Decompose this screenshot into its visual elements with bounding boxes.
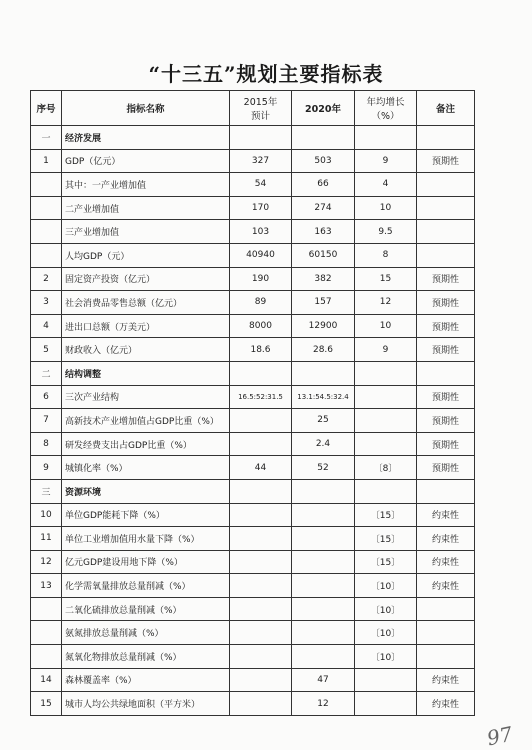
indicator-name: 氨氮排放总量削减（%） — [62, 621, 230, 645]
indicator-table — [30, 90, 475, 716]
value-2020 — [292, 527, 355, 551]
value-2015 — [230, 503, 292, 527]
note-cell — [417, 243, 475, 267]
value-2015: 18.6 — [230, 338, 292, 362]
value-2020 — [292, 574, 355, 598]
row-number — [31, 597, 62, 621]
annual-growth: 〔15〕 — [355, 527, 417, 551]
table-row — [31, 220, 475, 244]
value-2015 — [230, 692, 292, 716]
table-row — [31, 574, 475, 598]
table-header-row — [31, 91, 475, 126]
header-name: 指标名称 — [62, 91, 230, 126]
indicator-name: 二产业增加值 — [62, 196, 230, 220]
annual-growth: 〔10〕 — [355, 621, 417, 645]
annual-growth: 9 — [355, 149, 417, 173]
value-2020 — [292, 645, 355, 669]
row-number: 15 — [31, 692, 62, 716]
note-cell — [417, 645, 475, 669]
annual-growth: 10 — [355, 314, 417, 338]
note-cell — [417, 173, 475, 197]
indicator-name: 森林覆盖率（%） — [62, 668, 230, 692]
value-2015 — [230, 527, 292, 551]
indicator-name: 化学需氧量排放总量削减（%） — [62, 574, 230, 598]
value-2015 — [230, 126, 292, 150]
annual-growth — [355, 668, 417, 692]
value-2015 — [230, 645, 292, 669]
table-row — [31, 527, 475, 551]
row-number: 4 — [31, 314, 62, 338]
annual-growth — [355, 692, 417, 716]
value-2015 — [230, 432, 292, 456]
note-cell — [417, 597, 475, 621]
row-number — [31, 621, 62, 645]
indicator-name: 单位工业增加值用水量下降（%） — [62, 527, 230, 551]
annual-growth — [355, 126, 417, 150]
note-cell: 约束性 — [417, 527, 475, 551]
indicator-name: 进出口总额（万美元） — [62, 314, 230, 338]
value-2020 — [292, 126, 355, 150]
indicator-name: 财政收入（亿元） — [62, 338, 230, 362]
value-2020 — [292, 361, 355, 385]
value-2020: 274 — [292, 196, 355, 220]
table-row — [31, 692, 475, 716]
annual-growth — [355, 409, 417, 433]
value-2020: 2.4 — [292, 432, 355, 456]
value-2020: 28.6 — [292, 338, 355, 362]
annual-growth: 9 — [355, 338, 417, 362]
note-cell: 预期性 — [417, 432, 475, 456]
header-growth-unit: （%） — [371, 111, 400, 122]
note-cell — [417, 479, 475, 503]
value-2020 — [292, 503, 355, 527]
value-2020: 66 — [292, 173, 355, 197]
note-cell — [417, 126, 475, 150]
indicator-name: 城市人均公共绿地面积（平方米） — [62, 692, 230, 716]
row-number: 6 — [31, 385, 62, 409]
row-number: 7 — [31, 409, 62, 433]
note-cell: 预期性 — [417, 409, 475, 433]
table-row — [31, 645, 475, 669]
value-2020 — [292, 479, 355, 503]
indicator-name: 城镇化率（%） — [62, 456, 230, 480]
indicator-name: 资源环境 — [62, 479, 230, 503]
indicator-name: 高新技术产业增加值占GDP比重（%） — [62, 409, 230, 433]
table-row — [31, 196, 475, 220]
value-2020: 382 — [292, 267, 355, 291]
table-row — [31, 668, 475, 692]
row-number — [31, 243, 62, 267]
row-number: 14 — [31, 668, 62, 692]
value-2020: 47 — [292, 668, 355, 692]
annual-growth — [355, 432, 417, 456]
header-growth — [355, 91, 417, 126]
note-cell: 预期性 — [417, 385, 475, 409]
annual-growth: 〔10〕 — [355, 574, 417, 598]
table-row — [31, 597, 475, 621]
header-2015-estimate: 预计 — [250, 111, 270, 122]
indicator-name: 社会消费品零售总额（亿元） — [62, 291, 230, 315]
note-cell: 预期性 — [417, 291, 475, 315]
annual-growth: 8 — [355, 243, 417, 267]
annual-growth: 〔15〕 — [355, 550, 417, 574]
note-cell: 预期性 — [417, 149, 475, 173]
table-row — [31, 621, 475, 645]
annual-growth — [355, 385, 417, 409]
row-number: 12 — [31, 550, 62, 574]
row-number: 1 — [31, 149, 62, 173]
row-number — [31, 220, 62, 244]
category-row — [31, 126, 475, 150]
row-number: 11 — [31, 527, 62, 551]
annual-growth: 〔10〕 — [355, 645, 417, 669]
header-2015-year: 2015年 — [243, 97, 278, 108]
table-row — [31, 409, 475, 433]
table-row — [31, 432, 475, 456]
value-2015 — [230, 621, 292, 645]
table-row — [31, 456, 475, 480]
table-row — [31, 503, 475, 527]
value-2015: 103 — [230, 220, 292, 244]
indicator-name: 其中：一产业增加值 — [62, 173, 230, 197]
category-row — [31, 361, 475, 385]
indicator-name: 经济发展 — [62, 126, 230, 150]
value-2020: 163 — [292, 220, 355, 244]
note-cell: 预期性 — [417, 314, 475, 338]
note-cell: 预期性 — [417, 338, 475, 362]
value-2015 — [230, 574, 292, 598]
value-2020: 503 — [292, 149, 355, 173]
value-2015 — [230, 479, 292, 503]
annual-growth: 15 — [355, 267, 417, 291]
row-number: 10 — [31, 503, 62, 527]
indicator-name: 研发经费支出占GDP比重（%） — [62, 432, 230, 456]
table-row — [31, 149, 475, 173]
header-note: 备注 — [417, 91, 475, 126]
note-cell — [417, 220, 475, 244]
table-row — [31, 550, 475, 574]
table-row — [31, 314, 475, 338]
indicator-name: 亿元GDP建设用地下降（%） — [62, 550, 230, 574]
indicator-name: 三产业增加值 — [62, 220, 230, 244]
table-row — [31, 338, 475, 362]
value-2015: 327 — [230, 149, 292, 173]
table-body — [31, 126, 475, 716]
indicator-name: 单位GDP能耗下降（%） — [62, 503, 230, 527]
table-row — [31, 385, 475, 409]
note-cell: 约束性 — [417, 692, 475, 716]
annual-growth — [355, 479, 417, 503]
row-number: 5 — [31, 338, 62, 362]
value-2020: 52 — [292, 456, 355, 480]
note-cell — [417, 361, 475, 385]
annual-growth: 9.5 — [355, 220, 417, 244]
value-2015: 40940 — [230, 243, 292, 267]
table-row — [31, 291, 475, 315]
table-row — [31, 173, 475, 197]
annual-growth: 〔10〕 — [355, 597, 417, 621]
row-number: 9 — [31, 456, 62, 480]
indicator-name: 二氧化硫排放总量削减（%） — [62, 597, 230, 621]
note-cell: 预期性 — [417, 267, 475, 291]
note-cell — [417, 196, 475, 220]
value-2015: 8000 — [230, 314, 292, 338]
annual-growth: 4 — [355, 173, 417, 197]
indicator-name: 结构调整 — [62, 361, 230, 385]
value-2015 — [230, 361, 292, 385]
note-cell: 约束性 — [417, 550, 475, 574]
value-2020: 12900 — [292, 314, 355, 338]
indicator-name: 氮氧化物排放总量削减（%） — [62, 645, 230, 669]
annual-growth: 12 — [355, 291, 417, 315]
value-2015 — [230, 597, 292, 621]
value-2020: 25 — [292, 409, 355, 433]
value-2020: 13.1:54.5:32.4 — [292, 385, 355, 409]
note-cell: 预期性 — [417, 456, 475, 480]
row-number: 13 — [31, 574, 62, 598]
value-2015: 89 — [230, 291, 292, 315]
value-2015: 54 — [230, 173, 292, 197]
row-number: 三 — [31, 479, 62, 503]
value-2020 — [292, 621, 355, 645]
table-row — [31, 243, 475, 267]
row-number: 8 — [31, 432, 62, 456]
value-2015: 170 — [230, 196, 292, 220]
note-cell: 约束性 — [417, 503, 475, 527]
annual-growth: 10 — [355, 196, 417, 220]
row-number: 二 — [31, 361, 62, 385]
value-2015: 44 — [230, 456, 292, 480]
header-growth-label: 年均增长 — [366, 97, 405, 108]
note-cell — [417, 621, 475, 645]
header-no: 序号 — [31, 91, 62, 126]
row-number: 2 — [31, 267, 62, 291]
annual-growth: 〔15〕 — [355, 503, 417, 527]
value-2015: 16.5:52:31.5 — [230, 385, 292, 409]
header-2020: 2020年 — [292, 91, 355, 126]
annual-growth: 〔8〕 — [355, 456, 417, 480]
value-2020 — [292, 597, 355, 621]
row-number: 3 — [31, 291, 62, 315]
indicator-name: GDP（亿元） — [62, 149, 230, 173]
value-2020: 60150 — [292, 243, 355, 267]
value-2015 — [230, 550, 292, 574]
page-title: “十三五”规划主要指标表 — [148, 62, 384, 86]
annual-growth — [355, 361, 417, 385]
handwritten-page-mark: 97 — [484, 721, 515, 750]
row-number — [31, 173, 62, 197]
note-cell: 约束性 — [417, 574, 475, 598]
row-number — [31, 196, 62, 220]
indicator-name: 人均GDP（元） — [62, 243, 230, 267]
indicator-name: 三次产业结构 — [62, 385, 230, 409]
note-cell: 约束性 — [417, 668, 475, 692]
value-2015 — [230, 668, 292, 692]
value-2020 — [292, 550, 355, 574]
table-row — [31, 267, 475, 291]
category-row — [31, 479, 475, 503]
value-2020: 12 — [292, 692, 355, 716]
row-number: 一 — [31, 126, 62, 150]
value-2020: 157 — [292, 291, 355, 315]
row-number — [31, 645, 62, 669]
header-2015 — [230, 91, 292, 126]
value-2015: 190 — [230, 267, 292, 291]
value-2015 — [230, 409, 292, 433]
indicator-name: 固定资产投资（亿元） — [62, 267, 230, 291]
